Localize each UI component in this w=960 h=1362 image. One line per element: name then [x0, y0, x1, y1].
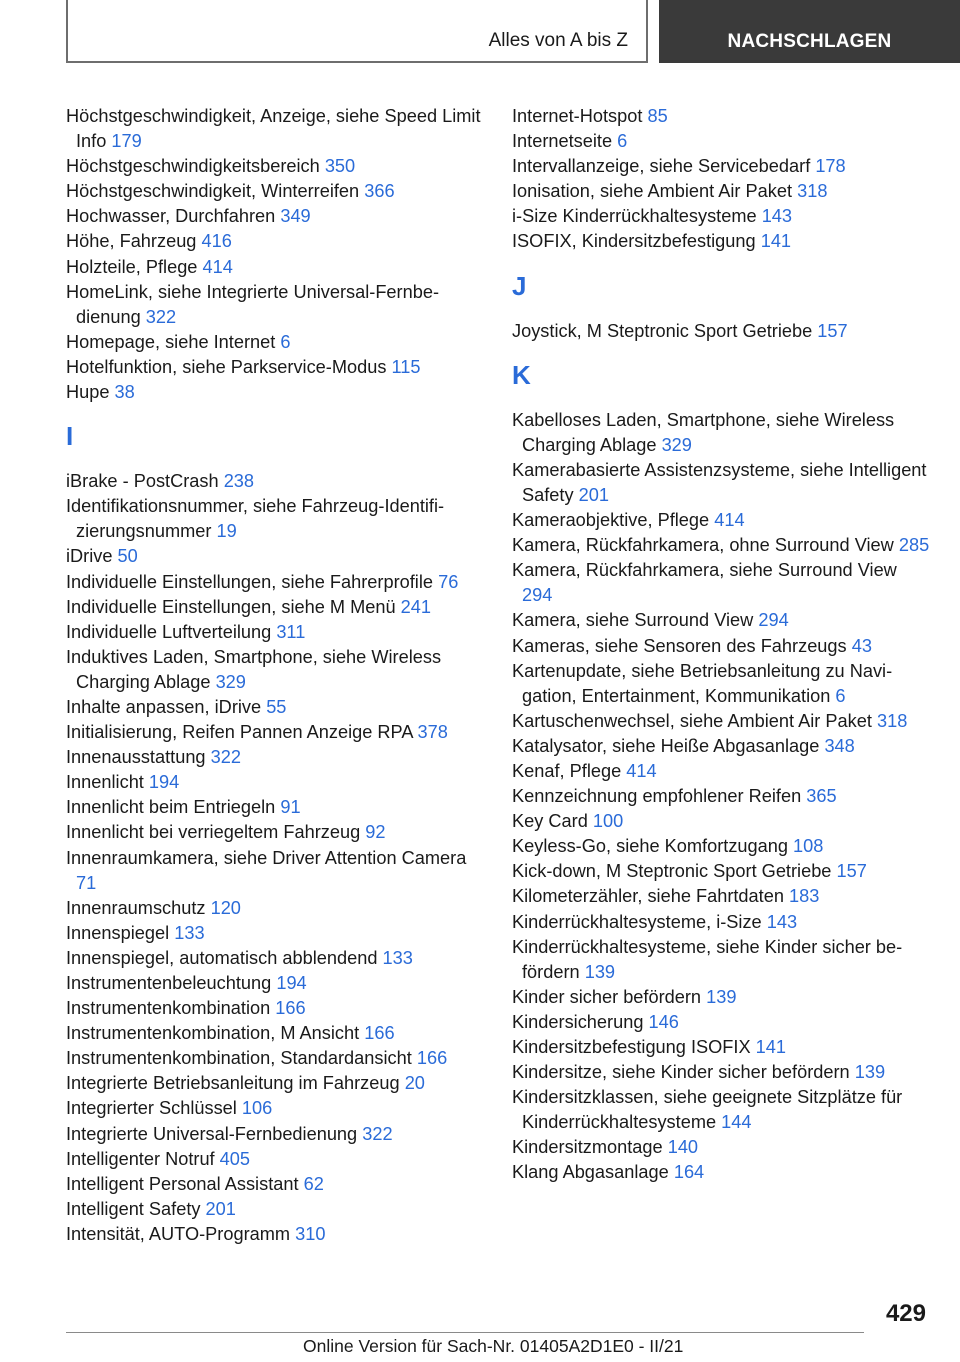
- index-entry: [66, 946, 486, 971]
- index-entry-text: Key Card: [512, 811, 588, 832]
- index-entry: [512, 319, 932, 344]
- index-page-link[interactable]: 311: [276, 621, 306, 642]
- index-entry: [512, 859, 932, 884]
- index-entry-text: Instrumentenkombination, Standardansicht: [66, 1048, 412, 1069]
- index-entry-text: Joystick, M Steptronic Sport Getriebe: [512, 320, 813, 341]
- index-entry: [512, 910, 932, 935]
- index-page-link[interactable]: 133: [174, 922, 205, 943]
- index-letter-heading: J: [512, 270, 527, 301]
- index-entry: [512, 985, 932, 1010]
- index-entry: [512, 104, 932, 129]
- index-entry-text: Kindersitzbefestigung ISOFIX: [512, 1037, 751, 1057]
- index-entry: [512, 408, 932, 458]
- index-entry: [66, 544, 486, 569]
- index-entry-text: Intervallanzeige, siehe Servicebedarf: [512, 156, 811, 177]
- index-page-link[interactable]: 310: [295, 1223, 326, 1244]
- index-page-link[interactable]: 143: [761, 206, 793, 227]
- index-page-link[interactable]: 91: [280, 797, 301, 818]
- index-page-link[interactable]: 241: [400, 596, 432, 617]
- index-page-link[interactable]: 405: [219, 1148, 251, 1169]
- index-entry-text: Holzteile, Pflege: [66, 256, 198, 277]
- index-entry-text: Keyless-Go, siehe Komfortzugang: [512, 836, 788, 857]
- index-entry: [66, 179, 486, 204]
- index-page-link[interactable]: 19: [216, 521, 237, 542]
- index-entry-text: Kamera, Rückfahrkamera, siehe Surround View: [512, 560, 897, 581]
- index-entry: [66, 204, 486, 229]
- index-page-link[interactable]: 164: [673, 1162, 705, 1183]
- index-entry-text: HomeLink, siehe Integrierte Universal-Fernbedienung: [66, 281, 440, 327]
- index-entry-text: Innenausstattung: [66, 747, 206, 768]
- index-page-link[interactable]: 146: [648, 1011, 679, 1032]
- index-page-link[interactable]: 179: [111, 131, 142, 152]
- index-entry: [512, 608, 932, 633]
- index-page-link[interactable]: 166: [364, 1023, 395, 1044]
- index-page-link[interactable]: 6: [835, 685, 846, 706]
- index-entry-text: Intensität, AUTO-Programm: [66, 1223, 291, 1244]
- index-page-link[interactable]: 140: [667, 1137, 699, 1158]
- index-entry-text: Höhe, Fahrzeug: [66, 231, 197, 252]
- index-entry-text: Integrierte Betriebsanleitung im Fahrzeug: [66, 1073, 400, 1094]
- index-entry-text: Homepage, siehe Internet: [66, 331, 276, 352]
- index-entry-text: Intelligent Personal Assistant: [66, 1173, 299, 1194]
- header-section-tab: [66, 0, 648, 63]
- index-entry-text: Instrumentenbeleuchtung: [66, 973, 272, 993]
- section-title: Alles von A bis Z: [488, 30, 628, 51]
- index-page-link[interactable]: 43: [851, 635, 872, 656]
- index-entry: [512, 659, 932, 709]
- index-page-link[interactable]: 414: [714, 510, 745, 531]
- index-page-link[interactable]: 414: [202, 256, 233, 277]
- index-entry-text: Kameraobjektive, Pflege: [512, 510, 710, 531]
- index-entry: [512, 1035, 932, 1060]
- index-entry: [66, 1147, 486, 1172]
- index-entry: [66, 494, 486, 544]
- index-entry: [66, 255, 486, 280]
- index-page-link[interactable]: 71: [76, 872, 97, 893]
- index-entry-text: Intelligenter Notruf: [66, 1148, 215, 1169]
- index-entry-text: Innenspiegel, automatisch abblendend: [66, 947, 378, 968]
- index-page-link[interactable]: 20: [404, 1073, 425, 1094]
- index-entry: [512, 154, 932, 179]
- index-entry: [66, 1172, 486, 1197]
- index-page-link[interactable]: 366: [364, 181, 395, 202]
- index-entry: [512, 935, 932, 985]
- index-page-link[interactable]: 6: [617, 131, 628, 152]
- index-page-link[interactable]: 322: [210, 747, 241, 768]
- index-entry-text: Integrierte Universal-Fernbedienung: [66, 1123, 358, 1144]
- index-page-link[interactable]: 166: [275, 998, 306, 1019]
- index-entry: [512, 1135, 932, 1160]
- index-entry: [512, 129, 932, 154]
- index-entry: [66, 645, 486, 695]
- index-page-link[interactable]: 285: [898, 535, 930, 556]
- index-page-link[interactable]: 416: [201, 231, 232, 252]
- index-letter-heading: K: [512, 359, 531, 390]
- index-page-link[interactable]: 100: [592, 811, 624, 832]
- index-entry: [66, 745, 486, 770]
- index-entry-text: Integrierter Schlüssel: [66, 1098, 237, 1119]
- index-page-link[interactable]: 139: [584, 961, 616, 982]
- index-page-link[interactable]: 322: [145, 306, 177, 327]
- index-entry-text: Instrumentenkombination, M Ansicht: [66, 1023, 360, 1044]
- index-page-link[interactable]: 348: [824, 735, 855, 756]
- index-entry: [66, 154, 486, 179]
- index-entry: [66, 1222, 486, 1247]
- index-entry: [512, 458, 932, 508]
- index-page-link[interactable]: 294: [522, 585, 553, 606]
- index-page-link[interactable]: 322: [362, 1123, 393, 1144]
- index-entry-text: Intelligent Safety: [66, 1198, 201, 1219]
- index-entry: [66, 720, 486, 745]
- index-page-link[interactable]: 201: [205, 1198, 236, 1219]
- index-page-link[interactable]: 238: [223, 471, 255, 492]
- page-number: 429: [885, 1300, 926, 1327]
- index-entry-text: Innenlicht: [66, 772, 144, 793]
- index-entry: [66, 820, 486, 845]
- index-entry-text: Kinderrückhaltesysteme, i-Size: [512, 911, 762, 932]
- index-entry: [66, 570, 486, 595]
- index-entry-text: Hochwasser, Durchfahren: [66, 206, 276, 227]
- index-entry-text: Innenlicht bei verriegeltem Fahrzeug: [66, 822, 361, 843]
- index-page-link[interactable]: 329: [215, 671, 246, 692]
- index-page-link[interactable]: 378: [417, 722, 448, 743]
- index-page-link[interactable]: 194: [148, 772, 180, 793]
- index-entry: [512, 229, 932, 254]
- index-entry: [512, 1085, 932, 1135]
- index-entry-text: Kameras, siehe Sensoren des Fahrzeugs: [512, 635, 847, 656]
- index-entry-text: Klang Abgasanlage: [512, 1162, 669, 1183]
- index-entry-text: Innenraumkamera, siehe Driver Attention Camera: [66, 847, 467, 868]
- index-entry-text: Hotelfunktion, siehe Parkservice-Modus: [66, 356, 387, 377]
- index-entry: [66, 1122, 486, 1147]
- index-page-link[interactable]: 139: [854, 1062, 886, 1083]
- index-entry-text: Kindersitzklassen, siehe geeignete Sitzplätze für Kinderrückhaltesysteme: [512, 1087, 903, 1133]
- index-entry-text: Kartenupdate, siehe Betriebsanleitung zu Navigation, Entertainment, Kommunikation: [512, 660, 893, 706]
- index-entry: [66, 795, 486, 820]
- index-page-link[interactable]: 318: [797, 181, 828, 202]
- index-page-link[interactable]: 157: [817, 320, 848, 341]
- index-entry-text: Identifikationsnummer, siehe Fahrzeug-Identifizierungsnummer: [66, 496, 445, 542]
- index-entry-text: iBrake - PostCrash: [66, 471, 219, 492]
- index-entry-text: Kartuschenwechsel, siehe Ambient Air Paket: [512, 710, 872, 731]
- index-entry-text: Kennzeichnung empfohlener Reifen: [512, 786, 802, 807]
- index-entry: [66, 595, 486, 620]
- index-page-link[interactable]: 141: [755, 1037, 786, 1057]
- index-entry: [66, 971, 486, 996]
- index-entry: [66, 1046, 486, 1071]
- index-letter-heading: I: [66, 421, 74, 452]
- index-entry: [66, 355, 486, 380]
- index-page-link[interactable]: 201: [578, 484, 609, 505]
- index-page-link[interactable]: 106: [241, 1098, 273, 1119]
- index-entry-text: Kamera, siehe Surround View: [512, 610, 754, 631]
- index-entry: [512, 179, 932, 204]
- index-entry-text: i-Size Kinderrückhaltesysteme: [512, 206, 757, 227]
- index-entry: [66, 469, 486, 494]
- index-entry-text: Innenlicht beim Entriegeln: [66, 797, 276, 818]
- index-page-link[interactable]: 6: [280, 331, 291, 352]
- index-entry-text: Kamera, Rückfahrkamera, ohne Surround View: [512, 535, 894, 556]
- index-entry-text: Kindersicherung: [512, 1011, 644, 1032]
- index-page-link[interactable]: 55: [266, 696, 287, 717]
- index-page-link[interactable]: 157: [836, 861, 867, 882]
- index-page-link[interactable]: 365: [806, 786, 837, 807]
- index-entry-text: Ionisation, siehe Ambient Air Paket: [512, 181, 793, 202]
- index-page-link[interactable]: 141: [760, 231, 792, 252]
- index-entry: [66, 695, 486, 720]
- index-entry-text: Kindersitze, siehe Kinder sicher befördern: [512, 1062, 850, 1083]
- index-entry: [66, 1071, 486, 1096]
- index-page-link[interactable]: 294: [758, 610, 789, 631]
- index-entry: [66, 770, 486, 795]
- index-entry: [512, 558, 932, 608]
- index-entry: [66, 104, 486, 154]
- index-page-link[interactable]: 144: [721, 1112, 752, 1133]
- index-entry: [512, 809, 932, 834]
- index-entry-text: Kilometerzähler, siehe Fahrtdaten: [512, 886, 784, 907]
- index-entry: [66, 229, 486, 254]
- index-entry: [66, 846, 486, 896]
- index-page-link[interactable]: 183: [789, 886, 820, 907]
- index-entry: [512, 1010, 932, 1035]
- index-column-right: [512, 104, 932, 1186]
- index-entry-text: Kabelloses Laden, Smartphone, siehe Wireless Charging Ablage: [512, 409, 895, 455]
- chapter-tab: [659, 0, 960, 63]
- index-page-link[interactable]: 318: [876, 710, 908, 731]
- index-entry-text: Innenraumschutz: [66, 897, 206, 918]
- index-entry: [66, 1197, 486, 1222]
- index-entry: [512, 759, 932, 784]
- index-entry: [66, 1096, 486, 1121]
- index-entry: [512, 884, 932, 909]
- index-entry-text: ISOFIX, Kindersitzbefestigung: [512, 231, 756, 252]
- index-entry-text: Internetseite: [512, 131, 613, 152]
- index-entry-text: Innenspiegel: [66, 922, 170, 943]
- index-entry: [512, 508, 932, 533]
- index-entry-text: Höchstgeschwindigkeit, Winterreifen: [66, 181, 360, 202]
- index-entry-text: Kamerabasierte Assistenzsysteme, siehe Intelligent Safety: [512, 459, 927, 505]
- index-entry: [512, 1060, 932, 1085]
- chapter-title: NACHSCHLAGEN: [727, 31, 892, 52]
- index-page-link[interactable]: 120: [210, 897, 241, 918]
- index-entry: [66, 280, 486, 330]
- index-page-link[interactable]: 139: [706, 986, 737, 1007]
- index-entry-text: Kindersitzmontage: [512, 1137, 663, 1158]
- index-entry: [512, 709, 932, 734]
- index-entry: [512, 533, 932, 558]
- index-entry-text: Höchstgeschwindigkeit, Anzeige, siehe Speed Limit Info: [66, 106, 481, 152]
- index-page-link[interactable]: 62: [303, 1173, 324, 1194]
- index-page-link[interactable]: 329: [661, 434, 692, 455]
- index-page-link[interactable]: 133: [382, 947, 413, 968]
- index-page-link[interactable]: 178: [815, 156, 846, 177]
- index-entry-text: Individuelle Luftverteilung: [66, 621, 272, 642]
- index-entry: [512, 834, 932, 859]
- index-page-link[interactable]: 194: [276, 973, 307, 993]
- index-page-link[interactable]: 166: [416, 1048, 448, 1069]
- index-page-link[interactable]: 414: [626, 760, 657, 781]
- index-entry-text: Katalysator, siehe Heiße Abgasanlage: [512, 735, 820, 756]
- index-page-link[interactable]: 76: [438, 571, 459, 592]
- index-page-link[interactable]: 349: [280, 206, 311, 227]
- index-entry-text: Höchstgeschwindigkeitsbereich: [66, 156, 320, 177]
- index-page-link[interactable]: 108: [793, 836, 824, 857]
- index-entry: [66, 921, 486, 946]
- index-entry: [512, 634, 932, 659]
- footer-text: Online Version für Sach-Nr. 01405A2D1E0 - II/21: [303, 1336, 684, 1356]
- index-page-link[interactable]: 92: [365, 822, 386, 843]
- index-entry-text: Kenaf, Pflege: [512, 760, 622, 781]
- index-entry-text: Instrumentenkombination: [66, 998, 271, 1019]
- index-entry: [66, 996, 486, 1021]
- index-entry-text: Individuelle Einstellungen, siehe Fahrerprofile: [66, 571, 434, 592]
- index-page-link[interactable]: 143: [766, 911, 798, 932]
- index-entry-text: iDrive: [66, 546, 113, 567]
- index-entry: [512, 1160, 932, 1185]
- index-entry-text: Inhalte anpassen, iDrive: [66, 696, 262, 717]
- index-page-link[interactable]: 350: [324, 156, 356, 177]
- index-page-link[interactable]: 85: [647, 106, 668, 126]
- index-entry: [66, 330, 486, 355]
- index-entry: [66, 380, 486, 405]
- index-entry-text: Induktives Laden, Smartphone, siehe Wireless Charging Ablage: [66, 646, 442, 692]
- index-entry: [512, 734, 932, 759]
- index-entry: [66, 1021, 486, 1046]
- index-page-link[interactable]: 50: [117, 546, 138, 567]
- index-page-link[interactable]: 115: [391, 356, 421, 377]
- index-entry: [66, 620, 486, 645]
- index-column-left: [66, 104, 486, 1247]
- index-entry: [66, 896, 486, 921]
- index-entry-text: Hupe: [66, 382, 110, 403]
- footer-divider: [66, 1332, 864, 1333]
- index-entry-text: Initialisierung, Reifen Pannen Anzeige RPA: [66, 722, 413, 743]
- index-entry-text: Internet-Hotspot: [512, 106, 643, 126]
- index-page-link[interactable]: 38: [114, 382, 135, 403]
- index-entry: [512, 204, 932, 229]
- index-entry: [512, 784, 932, 809]
- index-entry-text: Individuelle Einstellungen, siehe M Menü: [66, 596, 396, 617]
- index-entry-text: Kinderrückhaltesysteme, siehe Kinder sicher befördern: [512, 936, 903, 982]
- index-entry-text: Kinder sicher befördern: [512, 986, 702, 1007]
- index-entry-text: Kick-down, M Steptronic Sport Getriebe: [512, 861, 832, 882]
